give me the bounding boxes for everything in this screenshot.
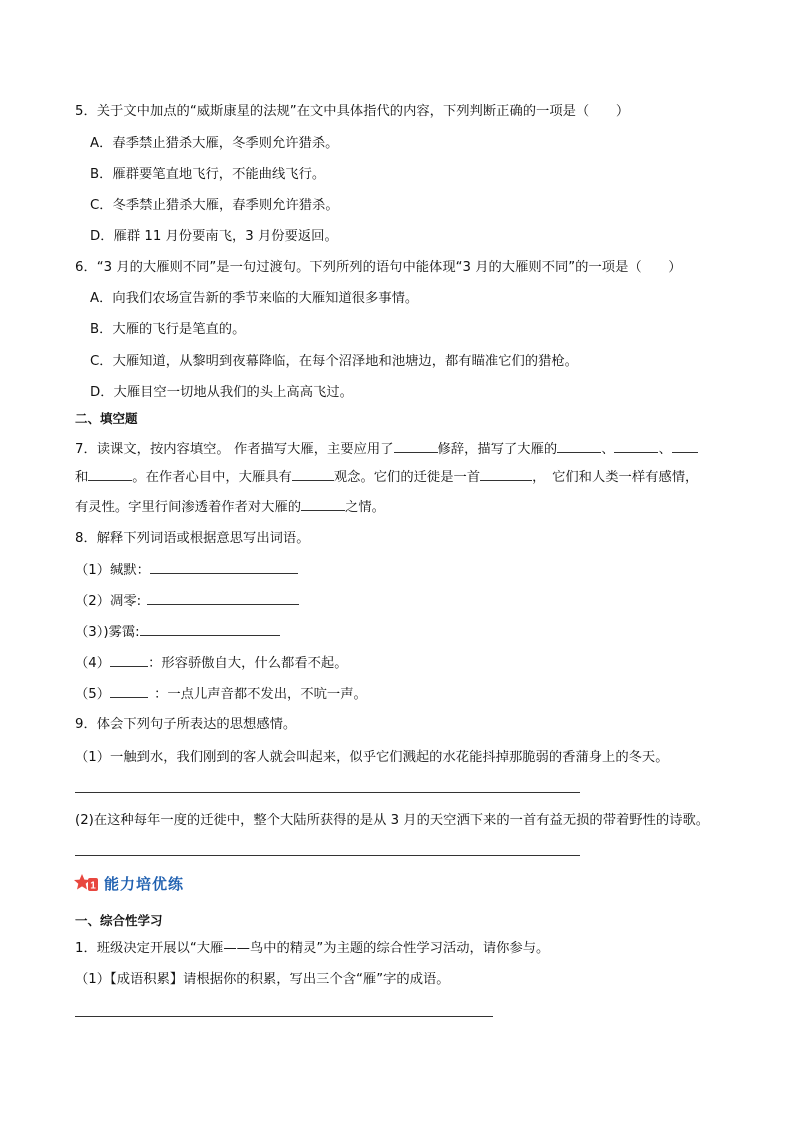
answer-line[interactable]	[75, 855, 580, 856]
section-banner	[74, 872, 184, 894]
q6-option-c: C．大雁知道，从黎明到夜幕降临，在每个沼泽地和池塘边，都有瞄准它们的猎枪。	[90, 354, 578, 369]
answer-blank[interactable]	[480, 468, 532, 481]
svg-text:1: 1	[90, 880, 96, 892]
q5-stem: 5．关于文中加点的“威斯康星的法规”在文中具体指代的内容，下列判断正确的一项是（ ）	[75, 104, 630, 119]
q1-stem: 1．班级决定开展以“大雁——鸟中的精灵”为主题的综合性学习活动，请你参与。	[75, 941, 550, 956]
answer-blank[interactable]	[672, 440, 698, 453]
q5-option-a: A．春季禁止猎杀大雁，冬季则允许猎杀。	[90, 136, 339, 151]
answer-blank[interactable]	[292, 468, 334, 481]
q1-sub-1: （1）【成语积累】请根据你的积累，写出三个含“雁”字的成语。	[75, 972, 450, 987]
q7-text: 、	[601, 442, 615, 457]
q7-text: ， 它们和人类一样有感情，	[532, 470, 699, 485]
q8-item-5	[75, 685, 367, 704]
answer-blank[interactable]	[147, 592, 299, 605]
answer-blank[interactable]	[88, 468, 132, 481]
answer-blank[interactable]	[301, 498, 345, 511]
q6-option-a: A．向我们农场宣告新的季节来临的大雁知道很多事情。	[90, 291, 419, 306]
q8-term: （5）	[75, 687, 111, 702]
q8-definition: ：形容骄傲自大，什么都看不起。	[148, 656, 348, 671]
answer-blank[interactable]	[110, 654, 148, 667]
q5-option-d: D．雁群 11 月份要南飞，3 月份要返回。	[90, 229, 338, 244]
q7-text: 、	[658, 442, 672, 457]
answer-line[interactable]	[75, 792, 580, 793]
answer-blank[interactable]	[140, 623, 280, 636]
q7-text: 观念。它们的迁徙是一首	[333, 470, 481, 485]
q9-stem: 9．体会下列句子所表达的思想感情。	[75, 717, 297, 732]
q5-option-c: C．冬季禁止猎杀大雁，春季则允许猎杀。	[90, 198, 339, 213]
q9-sentence-2: (2)在这种每年一度的迁徙中，整个大陆所获得的是从 3 月的天空洒下来的一首有益无损的带着野性的诗歌。	[75, 813, 710, 828]
q8-item-1	[75, 561, 298, 580]
q8-item-4	[75, 654, 348, 673]
answer-blank[interactable]	[150, 561, 298, 574]
answer-blank[interactable]	[110, 685, 148, 698]
q7-text: 有灵性。字里行间渗透着作者对大雁的	[75, 500, 302, 515]
answer-line[interactable]	[75, 1016, 493, 1017]
q7-text: 之情。	[345, 500, 385, 515]
answer-blank[interactable]	[614, 440, 658, 453]
section-banner-title: 能力培优练	[104, 874, 185, 893]
q7-text: 。在作者心目中，大雁具有	[132, 470, 292, 485]
q8-item-3	[75, 623, 280, 642]
q8-term: （2）凋零:	[75, 594, 142, 609]
answer-blank[interactable]	[394, 440, 438, 453]
q8-item-2	[75, 592, 299, 611]
q6-stem: 6．“3 月的大雁则不同”是一句过渡句。下列所列的语句中能体现“3 月的大雁则不同”的一项是（ ）	[75, 260, 682, 275]
q8-stem: 8．解释下列词语或根据意思写出词语。	[75, 531, 310, 546]
q6-option-d: D．大雁目空一切地从我们的头上高高飞过。	[90, 385, 353, 400]
q7-text: 和	[75, 470, 89, 485]
q7-line-1	[75, 440, 698, 459]
q7-text: 修辞，描写了大雁的	[437, 442, 558, 457]
q8-term: （4）	[75, 656, 111, 671]
q9-sentence-1: （1）一触到水，我们刚到的客人就会叫起来，似乎它们溅起的水花能抖掉那脆弱的香蒲身上的冬天。	[75, 750, 669, 765]
section-heading-integrated-study: 一、综合性学习	[75, 913, 163, 928]
q7-line-2	[75, 468, 698, 487]
answer-blank[interactable]	[557, 440, 601, 453]
q7-text: 7．读课文，按内容填空。 作者描写大雁，主要应用了	[75, 442, 394, 457]
star-number-icon	[74, 873, 100, 893]
q8-definition: ：一点儿声音都不发出，不吭一声。	[154, 687, 367, 702]
q5-option-b: B．雁群要笔直地飞行，不能曲线飞行。	[90, 167, 326, 182]
q6-option-b: B．大雁的飞行是笔直的。	[90, 322, 246, 337]
q8-term: （1）缄默：	[75, 563, 150, 578]
q8-term: （3）)雾霭:	[75, 625, 140, 640]
section-heading-fill-blank: 二、填空题	[75, 411, 138, 426]
q7-line-3	[75, 498, 385, 517]
